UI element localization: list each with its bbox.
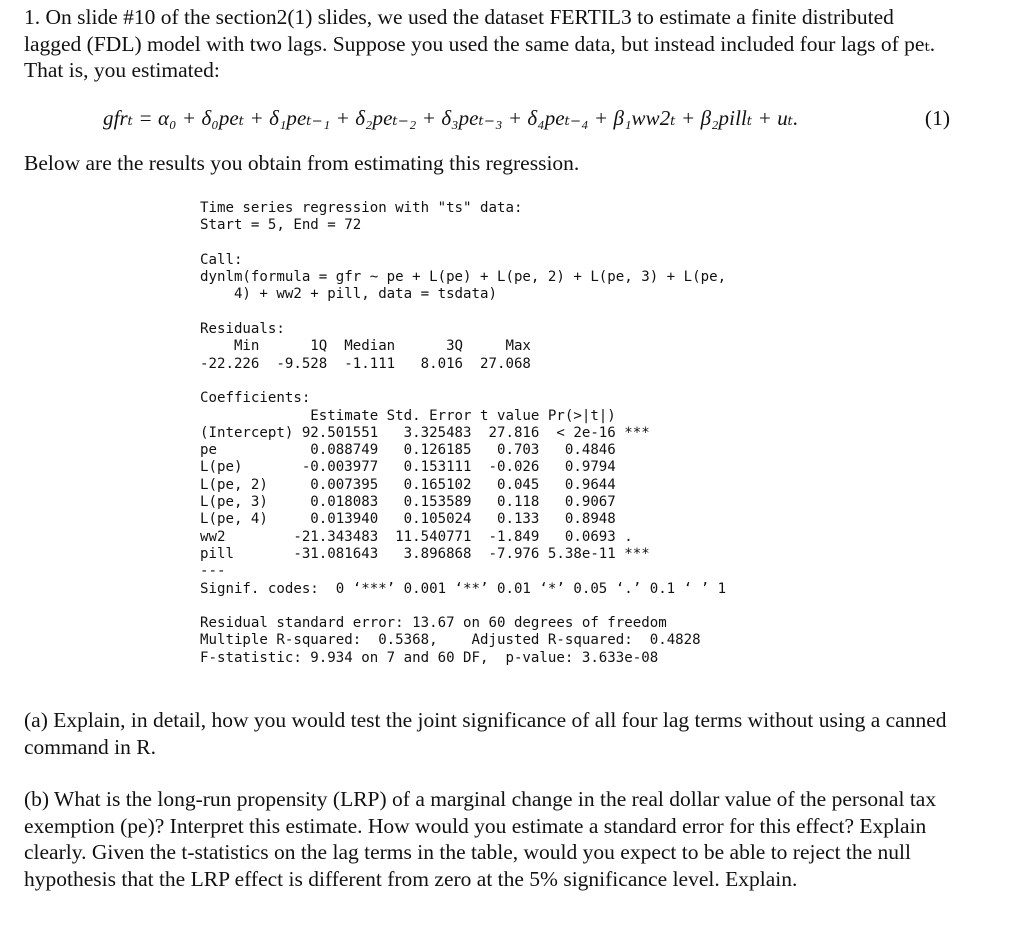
residual-std-error: Residual standard error: 13.67 on 60 degrees of freedom [200, 615, 667, 632]
question-part-b [24, 786, 954, 892]
regression-equation: gfrₜ = α₀ + δ₀peₜ + δ₁peₜ₋₁ + δ₂peₜ₋₂ + δ₃peₜ₋₃ + δ₄peₜ₋₄ + β₁ww2ₜ + β₂pillₜ + uₜ. [103, 106, 799, 130]
residuals-label: Residuals: [200, 321, 285, 338]
call-line-2: 4) + ww2 + pill, data = tsdata) [200, 286, 497, 303]
separator-dashes: --- [200, 563, 226, 580]
question-part-a [24, 707, 954, 760]
coefficient-row: L(pe, 4) 0.013940 0.105024 0.133 0.8948 [200, 511, 650, 528]
output-header-line-1: Time series regression with "ts" data: [200, 200, 523, 216]
call-line-1: dynlm(formula = gfr ~ pe + L(pe) + L(pe, 2) + L(pe, 3) + L(pe, [200, 269, 727, 286]
coefficient-row: (Intercept) 92.501551 3.325483 27.816 < 2e-16 *** [200, 424, 650, 441]
coefficients-label: Coefficients: [200, 390, 311, 407]
results-intro-text: Below are the results you obtain from estimating this regression. [24, 151, 580, 175]
residuals-values: -22.226 -9.528 -1.111 8.016 27.068 [200, 355, 540, 372]
coefficient-row: L(pe, 3) 0.018083 0.153589 0.118 0.9067 [200, 494, 650, 511]
signif-codes: Signif. codes: 0 ‘***’ 0.001 ‘**’ 0.01 ‘*’ 0.05 ‘.’ 0.1 ‘ ’ 1 [200, 580, 727, 597]
results-intro [24, 150, 954, 177]
coefficient-row: L(pe, 2) 0.007395 0.165102 0.045 0.9644 [200, 476, 650, 493]
r-squared: Multiple R-squared: 0.5368, Adjusted R-squared: 0.4828 [200, 632, 710, 649]
coefficient-row: pe 0.088749 0.126185 0.703 0.4846 [200, 442, 650, 459]
equation-number: (1) [924, 106, 950, 130]
coefficients-header: Estimate Std. Error t value Pr(>|t|) [200, 407, 650, 424]
part-b-text: (b) What is the long-run propensity (LRP) of a marginal change in the real dollar value of the personal tax exemption (pe)? Interpret this estimate. How would you estimate a standard error for this effect? Explain clearly. Given the t-statistics on the lag terms in the table, would you expect to be able to reject the null hypothesis that the LRP effect is different from zero at the 5% significance level. Explain. [24, 787, 937, 891]
coefficient-row: L(pe) -0.003977 0.153111 -0.026 0.9794 [200, 459, 650, 476]
coefficient-row: ww2 -21.343483 11.540771 -1.849 0.0693 . [200, 528, 650, 545]
equation-row [0, 106, 1024, 136]
regression-output [200, 200, 726, 667]
call-label: Call: [200, 251, 243, 268]
part-a-text: (a) Explain, in detail, how you would test the joint significance of all four lag terms without using a canned command in R. [24, 708, 947, 759]
coefficient-row: pill -31.081643 3.896868 -7.976 5.38e-11 *** [200, 545, 650, 562]
output-header-line-2: Start = 5, End = 72 [200, 217, 362, 234]
intro-text: 1. On slide #10 of the section2(1) slides, we used the dataset FERTIL3 to estimate a finite distributed lagged (FDL) model with two lags. Suppose you used the same data, but instead included four lags of peₜ. That is, you estimated: [24, 5, 936, 82]
residuals-header: Min 1Q Median 3Q Max [200, 338, 540, 355]
question-intro [24, 4, 954, 84]
f-statistic: F-statistic: 9.934 on 7 and 60 DF, p-value: 3.633e-08 [200, 649, 659, 666]
